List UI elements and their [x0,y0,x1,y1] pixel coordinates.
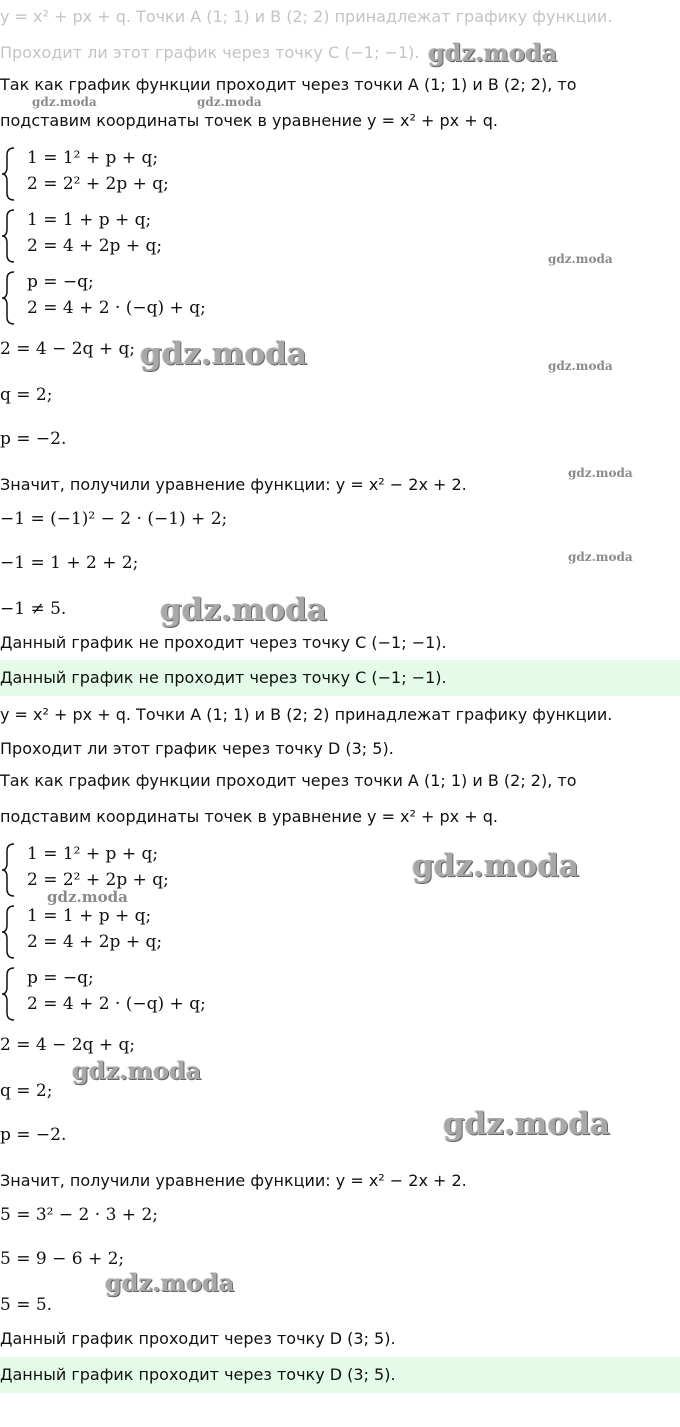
part2-result: Данный график проходит через точку D (3; 5). [0,1329,396,1348]
left-brace-icon [0,146,18,202]
part2-check-3: 5 = 5. [0,1295,53,1315]
part1-intro-line2: Проходит ли этот график через точку C (−1; −1). [0,43,420,62]
system-equation: 1 = 1 + p + q; [27,210,152,230]
watermark: gdz.moda [105,1268,235,1297]
part2-conclusion: Значит, получили уравнение функции: y = x² − 2x + 2. [0,1171,467,1190]
left-brace-icon [0,966,18,1022]
system-equation: 1 = 1² + p + q; [27,844,159,864]
part2-solution-line1: Так как график функции проходит через точки A (1; 1) и B (2; 2), то [0,771,577,790]
watermark: gdz.moda [140,336,307,372]
part1-check-2: −1 = 1 + 2 + 2; [0,553,139,573]
part1-check-1: −1 = (−1)² − 2 · (−1) + 2; [0,509,228,529]
part1-solution-line1: Так как график функции проходит через точки A (1; 1) и B (2; 2), то [0,75,577,94]
part2-equation-1: 2 = 4 − 2q + q; [0,1035,136,1055]
part1-result: Данный график не проходит через точку C (−1; −1). [0,633,447,652]
watermark: gdz.moda [160,592,327,628]
system-equation: 2 = 4 + 2p + q; [27,236,163,256]
part1-equation-3: p = −2. [0,429,67,449]
watermark: gdz.moda [197,95,262,109]
part1-conclusion: Значит, получили уравнение функции: y = x² − 2x + 2. [0,475,467,494]
system-equation: p = −q; [27,968,94,988]
part1-equation-1: 2 = 4 − 2q + q; [0,339,136,359]
system-equation: 1 = 1 + p + q; [27,906,152,926]
watermark: gdz.moda [412,848,579,884]
part2-intro-line2: Проходит ли этот график через точку D (3; 5). [0,739,394,758]
part1-intro-line1: y = x² + px + q. Точки A (1; 1) и B (2; 2) принадлежат графику функции. [0,7,613,26]
watermark: gdz.moda [568,550,633,564]
part1-check-3: −1 ≠ 5. [0,599,67,619]
part2-check-2: 5 = 9 − 6 + 2; [0,1249,125,1269]
part1-equation-2: q = 2; [0,385,53,405]
part2-solution-line2: подставим координаты точек в уравнение y = x² + px + q. [0,807,498,826]
system-equation: 2 = 4 + 2p + q; [27,932,163,952]
watermark: gdz.moda [568,466,633,480]
part2-check-1: 5 = 3² − 2 · 3 + 2; [0,1205,158,1225]
watermark: gdz.moda [428,38,558,67]
watermark: gdz.moda [47,888,128,906]
left-brace-icon [0,270,18,326]
system-equation: p = −q; [27,272,94,292]
watermark: gdz.moda [32,95,97,109]
left-brace-icon [0,842,18,898]
watermark: gdz.moda [443,1106,610,1142]
system-equation: 2 = 4 + 2 · (−q) + q; [27,994,206,1014]
part2-intro-line1: y = x² + px + q. Точки A (1; 1) и B (2; 2) принадлежат графику функции. [0,705,613,724]
part1-solution-line2: подставим координаты точек в уравнение y = x² + px + q. [0,111,498,130]
watermark: gdz.moda [548,252,613,266]
left-brace-icon [0,904,18,960]
part2-answer: Данный график проходит через точку D (3; 5). [0,1365,396,1384]
part2-equation-3: p = −2. [0,1125,67,1145]
part1-answer: Данный график не проходит через точку C (−1; −1). [0,668,447,687]
part2-equation-2: q = 2; [0,1081,53,1101]
watermark: gdz.moda [72,1056,202,1085]
system-equation: 2 = 2² + 2p + q; [27,174,169,194]
watermark: gdz.moda [548,359,613,373]
system-equation: 2 = 4 + 2 · (−q) + q; [27,298,206,318]
system-equation: 1 = 1² + p + q; [27,148,159,168]
system-equation: 2 = 2² + 2p + q; [27,870,169,890]
left-brace-icon [0,208,18,264]
